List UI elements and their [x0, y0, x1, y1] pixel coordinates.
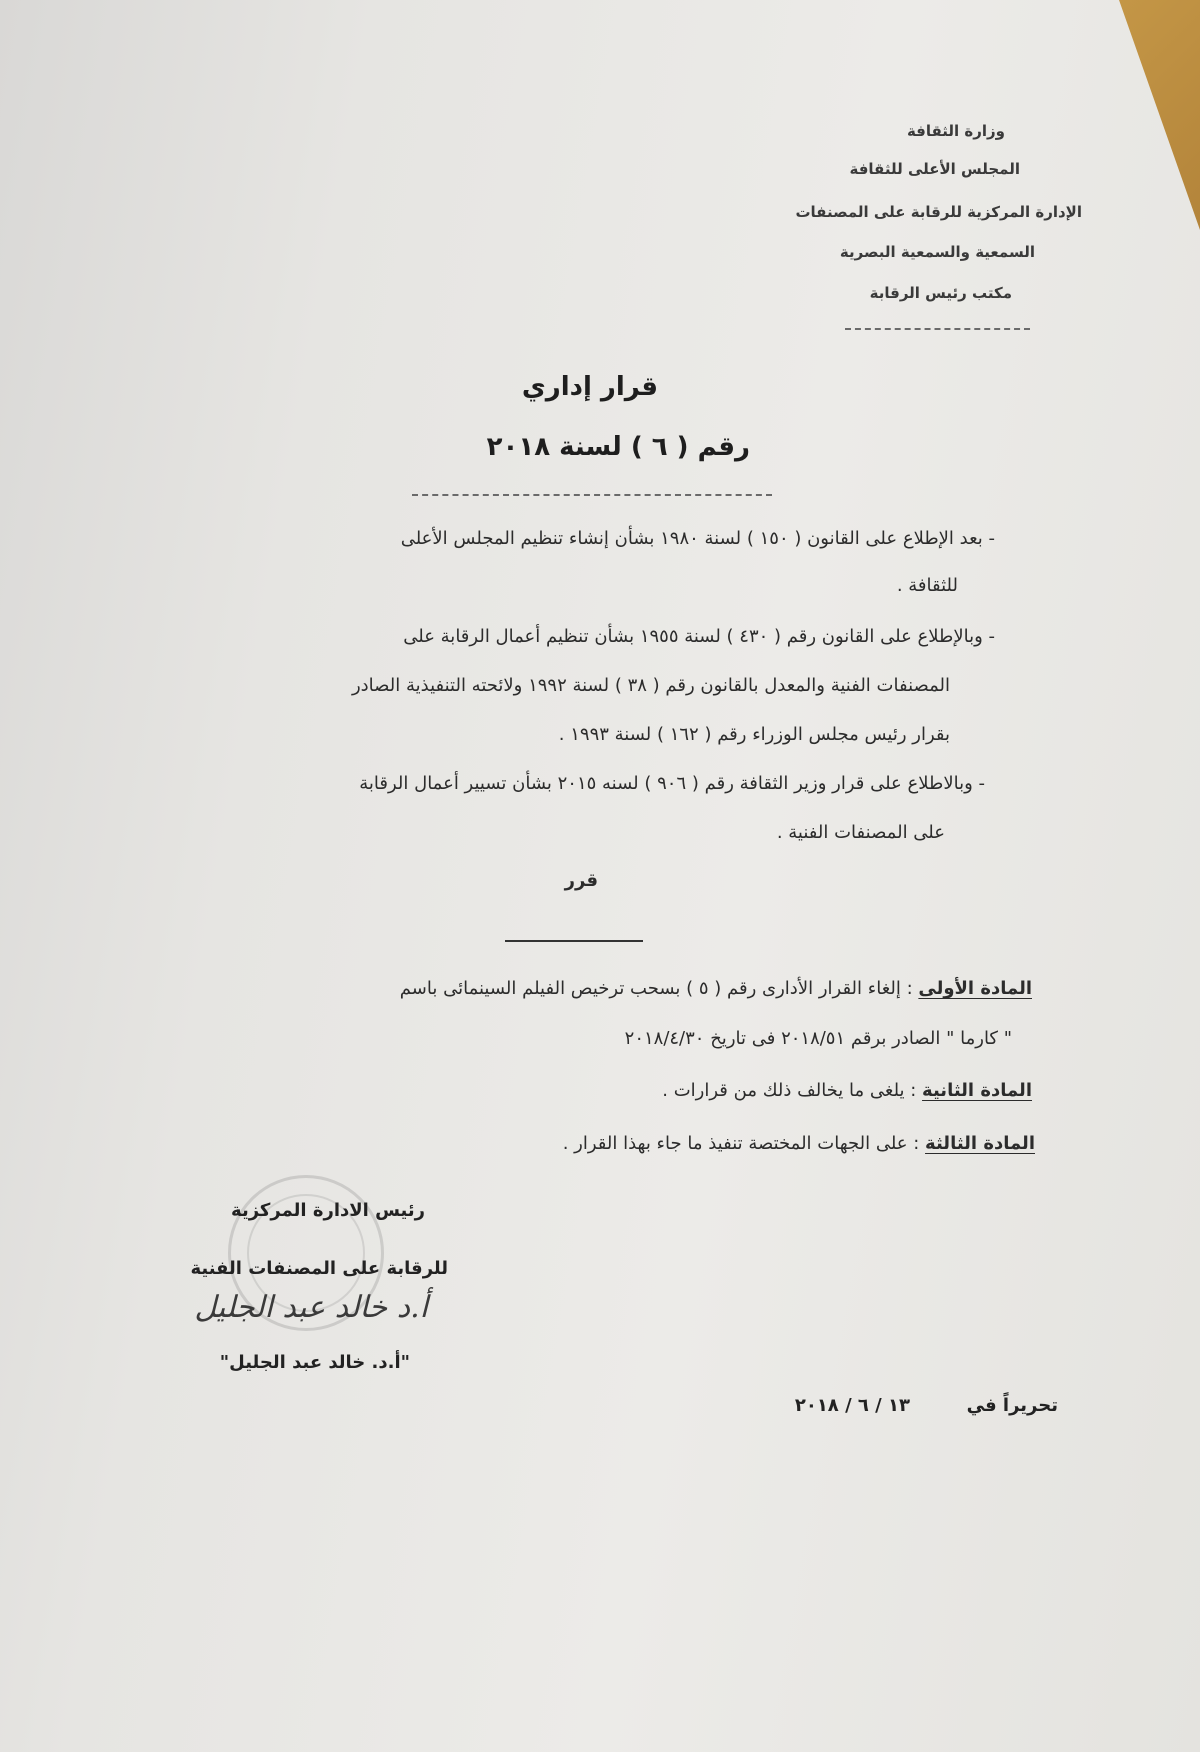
article-1-line2: " كارما " الصادر برقم ٢٠١٨/٥١ فى تاريخ ٢٠١٨/٤/٣٠ — [624, 1028, 1012, 1049]
preamble-item-2-line2: المصنفات الفنية والمعدل بالقانون رقم ( ٣٨ ) لسنة ١٩٩٢ ولائحته التنفيذية الصادر — [351, 675, 950, 696]
header-council: المجلس الأعلى للثقافة — [849, 160, 1020, 178]
header-ministry: وزارة الثقافة — [906, 122, 1005, 140]
preamble-item-2-line1: - وبالإطلاع على القانون رقم ( ٤٣٠ ) لسنة ١٩٥٥ بشأن تنظيم أعمال الرقابة على — [403, 626, 995, 647]
preamble-item-3-line1: - وبالاطلاع على قرار وزير الثقافة رقم ( ٩٠٦ ) لسنه ٢٠١٥ بشأن تسيير أعمال الرقابة — [359, 773, 985, 794]
handwritten-signature: أ.د خالد عبد الجليل — [194, 1290, 428, 1325]
decision-divider — [505, 940, 643, 942]
article-3 — [563, 1133, 1035, 1154]
title-divider — [412, 494, 772, 496]
header-office: مكتب رئيس الرقابة — [869, 284, 1012, 302]
article-2-label: المادة الثانية — [922, 1080, 1032, 1101]
preamble-item-3-line2: على المصنفات الفنية . — [776, 822, 945, 843]
article-2 — [662, 1080, 1032, 1101]
date-label: تحريراً في — [966, 1395, 1058, 1416]
decision-number: رقم ( ٦ ) لسنة ٢٠١٨ — [486, 432, 750, 462]
preamble-item-1-line1: - بعد الإطلاع على القانون ( ١٥٠ ) لسنة ١٩٨٠ بشأن إنشاء تنظيم المجلس الأعلى — [400, 528, 995, 549]
preamble-item-1-line2: للثقافة . — [896, 575, 958, 596]
header-department-line2: السمعية والسمعية البصرية — [839, 243, 1035, 261]
header-department-line1: الإدارة المركزية للرقابة على المصنفات — [795, 203, 1082, 221]
article-1 — [400, 978, 1032, 999]
preamble-item-2-line3: بقرار رئيس مجلس الوزراء رقم ( ١٦٢ ) لسنة ١٩٩٣ . — [558, 724, 950, 745]
signatory-name: "أ.د. خالد عبد الجليل" — [219, 1352, 410, 1373]
document-title: قرار إداري — [521, 372, 658, 402]
date-value: ١٣ / ٦ / ٢٠١٨ — [794, 1395, 910, 1416]
signature-title-line1: رئيس الادارة المركزية — [231, 1200, 425, 1221]
article-2-text: : يلغى ما يخالف ذلك من قرارات . — [662, 1080, 923, 1101]
article-3-text: : على الجهات المختصة تنفيذ ما جاء بهذا القرار . — [562, 1133, 926, 1154]
article-1-label: المادة الأولى — [918, 978, 1032, 999]
decision-word: قرر — [564, 870, 598, 891]
article-1-text: : إلغاء القرار الأدارى رقم ( ٥ ) بسحب ترخيص الفيلم السينمائى باسم — [399, 978, 919, 999]
article-3-label: المادة الثالثة — [925, 1133, 1035, 1154]
signature-title-line2: للرقابة على المصنفات الفنية — [190, 1258, 448, 1279]
header-divider — [845, 328, 1030, 330]
